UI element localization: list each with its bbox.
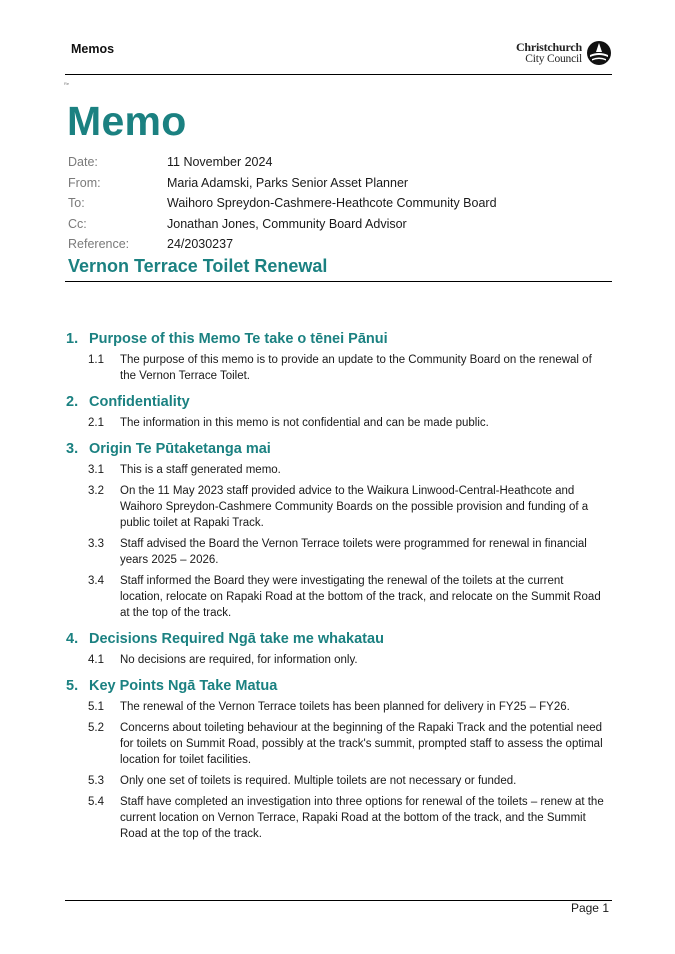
item-number: 2.1 bbox=[88, 417, 104, 429]
item-number: 4.1 bbox=[88, 654, 104, 666]
meta-value: 11 November 2024 bbox=[167, 155, 273, 170]
footer-divider bbox=[65, 900, 612, 901]
meta-row-from bbox=[68, 173, 497, 194]
tiny-mark: Re bbox=[64, 81, 70, 86]
item-text: No decisions are required, for information only. bbox=[120, 654, 358, 666]
logo-text bbox=[516, 41, 582, 65]
page-header bbox=[65, 38, 612, 75]
memo-subject: Vernon Terrace Toilet Renewal bbox=[68, 256, 328, 276]
meta-label: From: bbox=[68, 175, 101, 190]
item-number: 5.3 bbox=[88, 775, 104, 787]
list-item bbox=[66, 699, 612, 715]
meta-label: Reference: bbox=[68, 237, 130, 252]
list-item bbox=[66, 352, 612, 384]
meta-value: 24/2030237 bbox=[167, 237, 234, 252]
section-heading bbox=[66, 391, 612, 412]
item-number: 3.2 bbox=[88, 485, 104, 497]
section-heading bbox=[66, 438, 612, 459]
section-key-points bbox=[66, 675, 612, 842]
meta-row-cc bbox=[68, 214, 497, 235]
item-text: Staff have completed an investigation into three options for renewal of the toilets – renew at the current location on Vernon Terrace, Rapaki Road at the bottom of the track, and the Summit Road at the top of the track. bbox=[120, 796, 604, 840]
logo-line2: City Council bbox=[525, 53, 582, 65]
item-number: 3.1 bbox=[88, 464, 104, 476]
item-text: The purpose of this memo is to provide an update to the Community Board on the renewal of the Vernon Terrace Toilet. bbox=[120, 354, 592, 382]
council-logo bbox=[516, 40, 612, 66]
item-number: 1.1 bbox=[88, 354, 104, 366]
list-item bbox=[66, 536, 612, 568]
section-heading bbox=[66, 628, 612, 649]
doc-title: Memo bbox=[67, 98, 187, 144]
item-text: This is a staff generated memo. bbox=[120, 464, 281, 476]
list-item bbox=[66, 483, 612, 531]
section-number: 3. bbox=[66, 440, 79, 457]
section-title: Confidentiality bbox=[89, 393, 190, 410]
meta-label: Date: bbox=[68, 155, 98, 170]
meta-value: Jonathan Jones, Community Board Advisor bbox=[167, 216, 407, 231]
item-number: 3.4 bbox=[88, 575, 104, 587]
item-number: 5.1 bbox=[88, 701, 104, 713]
memo-body bbox=[66, 328, 612, 849]
section-title: Decisions Required Ngā take me whakatau bbox=[89, 630, 384, 647]
section-number: 1. bbox=[66, 330, 79, 347]
section-confidentiality bbox=[66, 391, 612, 431]
list-item bbox=[66, 573, 612, 621]
section-title: Origin Te Pūtaketanga mai bbox=[89, 440, 271, 457]
list-item bbox=[66, 415, 612, 431]
page-number: Page 1 bbox=[570, 901, 609, 915]
item-number: 5.4 bbox=[88, 796, 104, 808]
header-title: Memos bbox=[71, 42, 115, 56]
item-text: The renewal of the Vernon Terrace toilets has been planned for delivery in FY25 – FY26. bbox=[120, 701, 570, 713]
memo-metadata bbox=[68, 152, 497, 255]
section-title: Key Points Ngā Take Matua bbox=[89, 677, 278, 694]
section-heading bbox=[66, 675, 612, 696]
section-purpose bbox=[66, 328, 612, 384]
item-text: Concerns about toileting behaviour at the beginning of the Rapaki Track and the potential need for toilets on Summit Road, possibly at the track's summit, prompted staff to assess the optimal location for toilet facilities. bbox=[120, 722, 603, 766]
list-item bbox=[66, 462, 612, 478]
meta-value: Maria Adamski, Parks Senior Asset Planner bbox=[167, 175, 409, 190]
meta-row-date bbox=[68, 152, 497, 173]
council-emblem-icon bbox=[586, 40, 612, 66]
section-title: Purpose of this Memo Te take o tēnei Pānui bbox=[89, 330, 388, 347]
item-text: Staff informed the Board they were investigating the renewal of the toilets at the current location, relocate on Rapaki Road at the bottom of the track, and relocate on the Summit Road at the top of the track. bbox=[120, 575, 601, 619]
item-text: Only one set of toilets is required. Multiple toilets are not necessary or funded. bbox=[120, 775, 517, 787]
list-item bbox=[66, 720, 612, 768]
section-number: 5. bbox=[66, 677, 79, 694]
item-number: 5.2 bbox=[88, 722, 104, 734]
item-text: The information in this memo is not confidential and can be made public. bbox=[120, 417, 489, 429]
meta-label: Cc: bbox=[68, 216, 87, 231]
section-origin bbox=[66, 438, 612, 621]
list-item bbox=[66, 652, 612, 668]
list-item bbox=[66, 794, 612, 842]
section-decisions bbox=[66, 628, 612, 668]
section-heading bbox=[66, 328, 612, 349]
item-text: Staff advised the Board the Vernon Terrace toilets were programmed for renewal in financial years 2025 – 2026. bbox=[120, 538, 587, 566]
meta-value: Waihoro Spreydon-Cashmere-Heathcote Community Board bbox=[167, 196, 497, 211]
list-item bbox=[66, 773, 612, 789]
section-number: 2. bbox=[66, 393, 79, 410]
meta-label: To: bbox=[68, 196, 85, 211]
meta-row-reference bbox=[68, 234, 497, 255]
item-number: 3.3 bbox=[88, 538, 104, 550]
section-number: 4. bbox=[66, 630, 79, 647]
subject-divider bbox=[65, 281, 612, 282]
logo-line1: Christchurch bbox=[515, 40, 582, 54]
meta-row-to bbox=[68, 193, 497, 214]
item-text: On the 11 May 2023 staff provided advice to the Waikura Linwood-Central-Heathcote and Waihoro Spreydon-Cashmere Community Boards on the possible provision and funding of a public toilet at Rapaki Track. bbox=[120, 485, 589, 529]
